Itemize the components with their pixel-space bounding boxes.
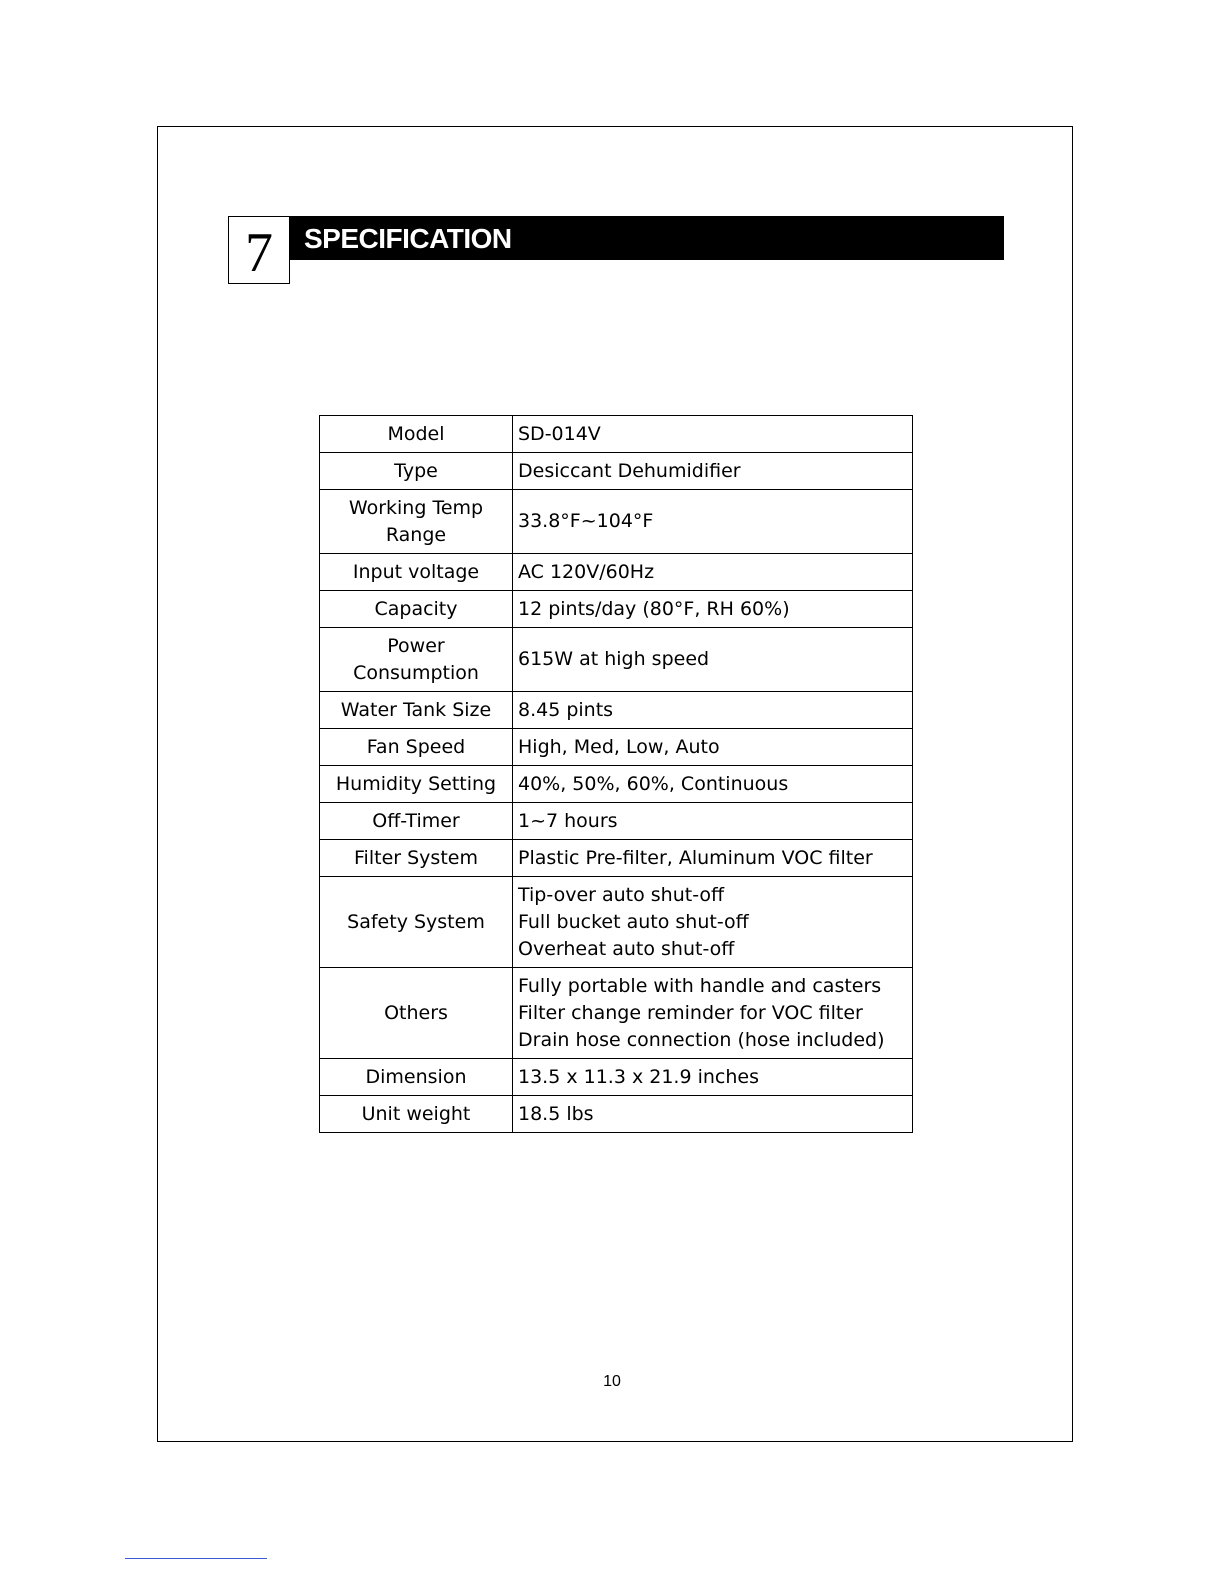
spec-label: Others [320, 968, 513, 1059]
section-header [228, 216, 1004, 286]
spec-row [320, 877, 913, 968]
spec-value [513, 554, 913, 591]
spec-value [513, 591, 913, 628]
spec-label: Model [320, 416, 513, 453]
spec-value-line: 615W at high speed [518, 648, 710, 670]
spec-value [513, 453, 913, 490]
spec-label: Water Tank Size [320, 692, 513, 729]
spec-label: Filter System [320, 840, 513, 877]
spec-value-line: 12 pints/day (80°F, RH 60%) [518, 597, 790, 620]
spec-value-line: 8.45 pints [518, 698, 614, 721]
spec-value [513, 490, 913, 554]
spec-value-line: 13.5 x 11.3 x 21.9 inches [518, 1065, 759, 1088]
section-number: 7 [228, 216, 290, 284]
spec-value [513, 628, 913, 692]
spec-label: Working Temp Range [320, 490, 513, 554]
spec-value-line: Overheat auto shut-off [518, 937, 735, 960]
spec-value-line: Tip-over auto shut-off [518, 883, 725, 906]
spec-value-line: 40%, 50%, 60%, Continuous [518, 772, 789, 795]
spec-value-line: SD-014V [518, 422, 601, 445]
spec-row [320, 591, 913, 628]
spec-value [513, 877, 913, 968]
spec-value [513, 1096, 913, 1133]
section-title: SPECIFICATION [290, 216, 1004, 260]
page-number: 10 [603, 1373, 621, 1390]
spec-value-line: High, Med, Low, Auto [518, 735, 720, 758]
spec-value-line: Desiccant Dehumidifier [518, 459, 741, 482]
spec-value [513, 840, 913, 877]
spec-label: Dimension [320, 1059, 513, 1096]
spec-row [320, 766, 913, 803]
spec-row [320, 628, 913, 692]
spec-value [513, 803, 913, 840]
spec-value-line: Filter change reminder for VOC filter [518, 1001, 863, 1024]
spec-label: Unit weight [320, 1096, 513, 1133]
spec-row [320, 1059, 913, 1096]
spec-value [513, 1059, 913, 1096]
spec-value [513, 968, 913, 1059]
spec-row [320, 453, 913, 490]
spec-label: Capacity [320, 591, 513, 628]
spec-row [320, 840, 913, 877]
spec-row [320, 490, 913, 554]
spec-value [513, 729, 913, 766]
spec-row [320, 692, 913, 729]
spec-label: Input voltage [320, 554, 513, 591]
spec-value-line: Plastic Pre-filter, Aluminum VOC filter [518, 846, 873, 869]
spec-label: Power Consumption [320, 628, 513, 692]
spec-value-line: AC 120V/60Hz [518, 560, 655, 583]
spec-row [320, 554, 913, 591]
spec-value [513, 692, 913, 729]
spec-row [320, 803, 913, 840]
spec-label: Type [320, 453, 513, 490]
spec-value-line: 33.8°F~104°F [518, 510, 654, 532]
spec-row [320, 729, 913, 766]
spec-value [513, 416, 913, 453]
spec-value-line: 18.5 lbs [518, 1102, 594, 1125]
spec-value-line: 1~7 hours [518, 809, 618, 832]
spec-label: Safety System [320, 877, 513, 968]
spec-row [320, 968, 913, 1059]
spec-row [320, 1096, 913, 1133]
spec-value [513, 766, 913, 803]
specification-table [319, 415, 913, 1133]
spec-row [320, 416, 913, 453]
spec-label: Fan Speed [320, 729, 513, 766]
spec-value-line: Full bucket auto shut-off [518, 910, 749, 933]
spec-label: Off-Timer [320, 803, 513, 840]
spec-label: Humidity Setting [320, 766, 513, 803]
spec-value-line: Fully portable with handle and casters [518, 974, 882, 997]
footer-rule [125, 1558, 267, 1559]
spec-value-line: Drain hose connection (hose included) [518, 1028, 885, 1051]
